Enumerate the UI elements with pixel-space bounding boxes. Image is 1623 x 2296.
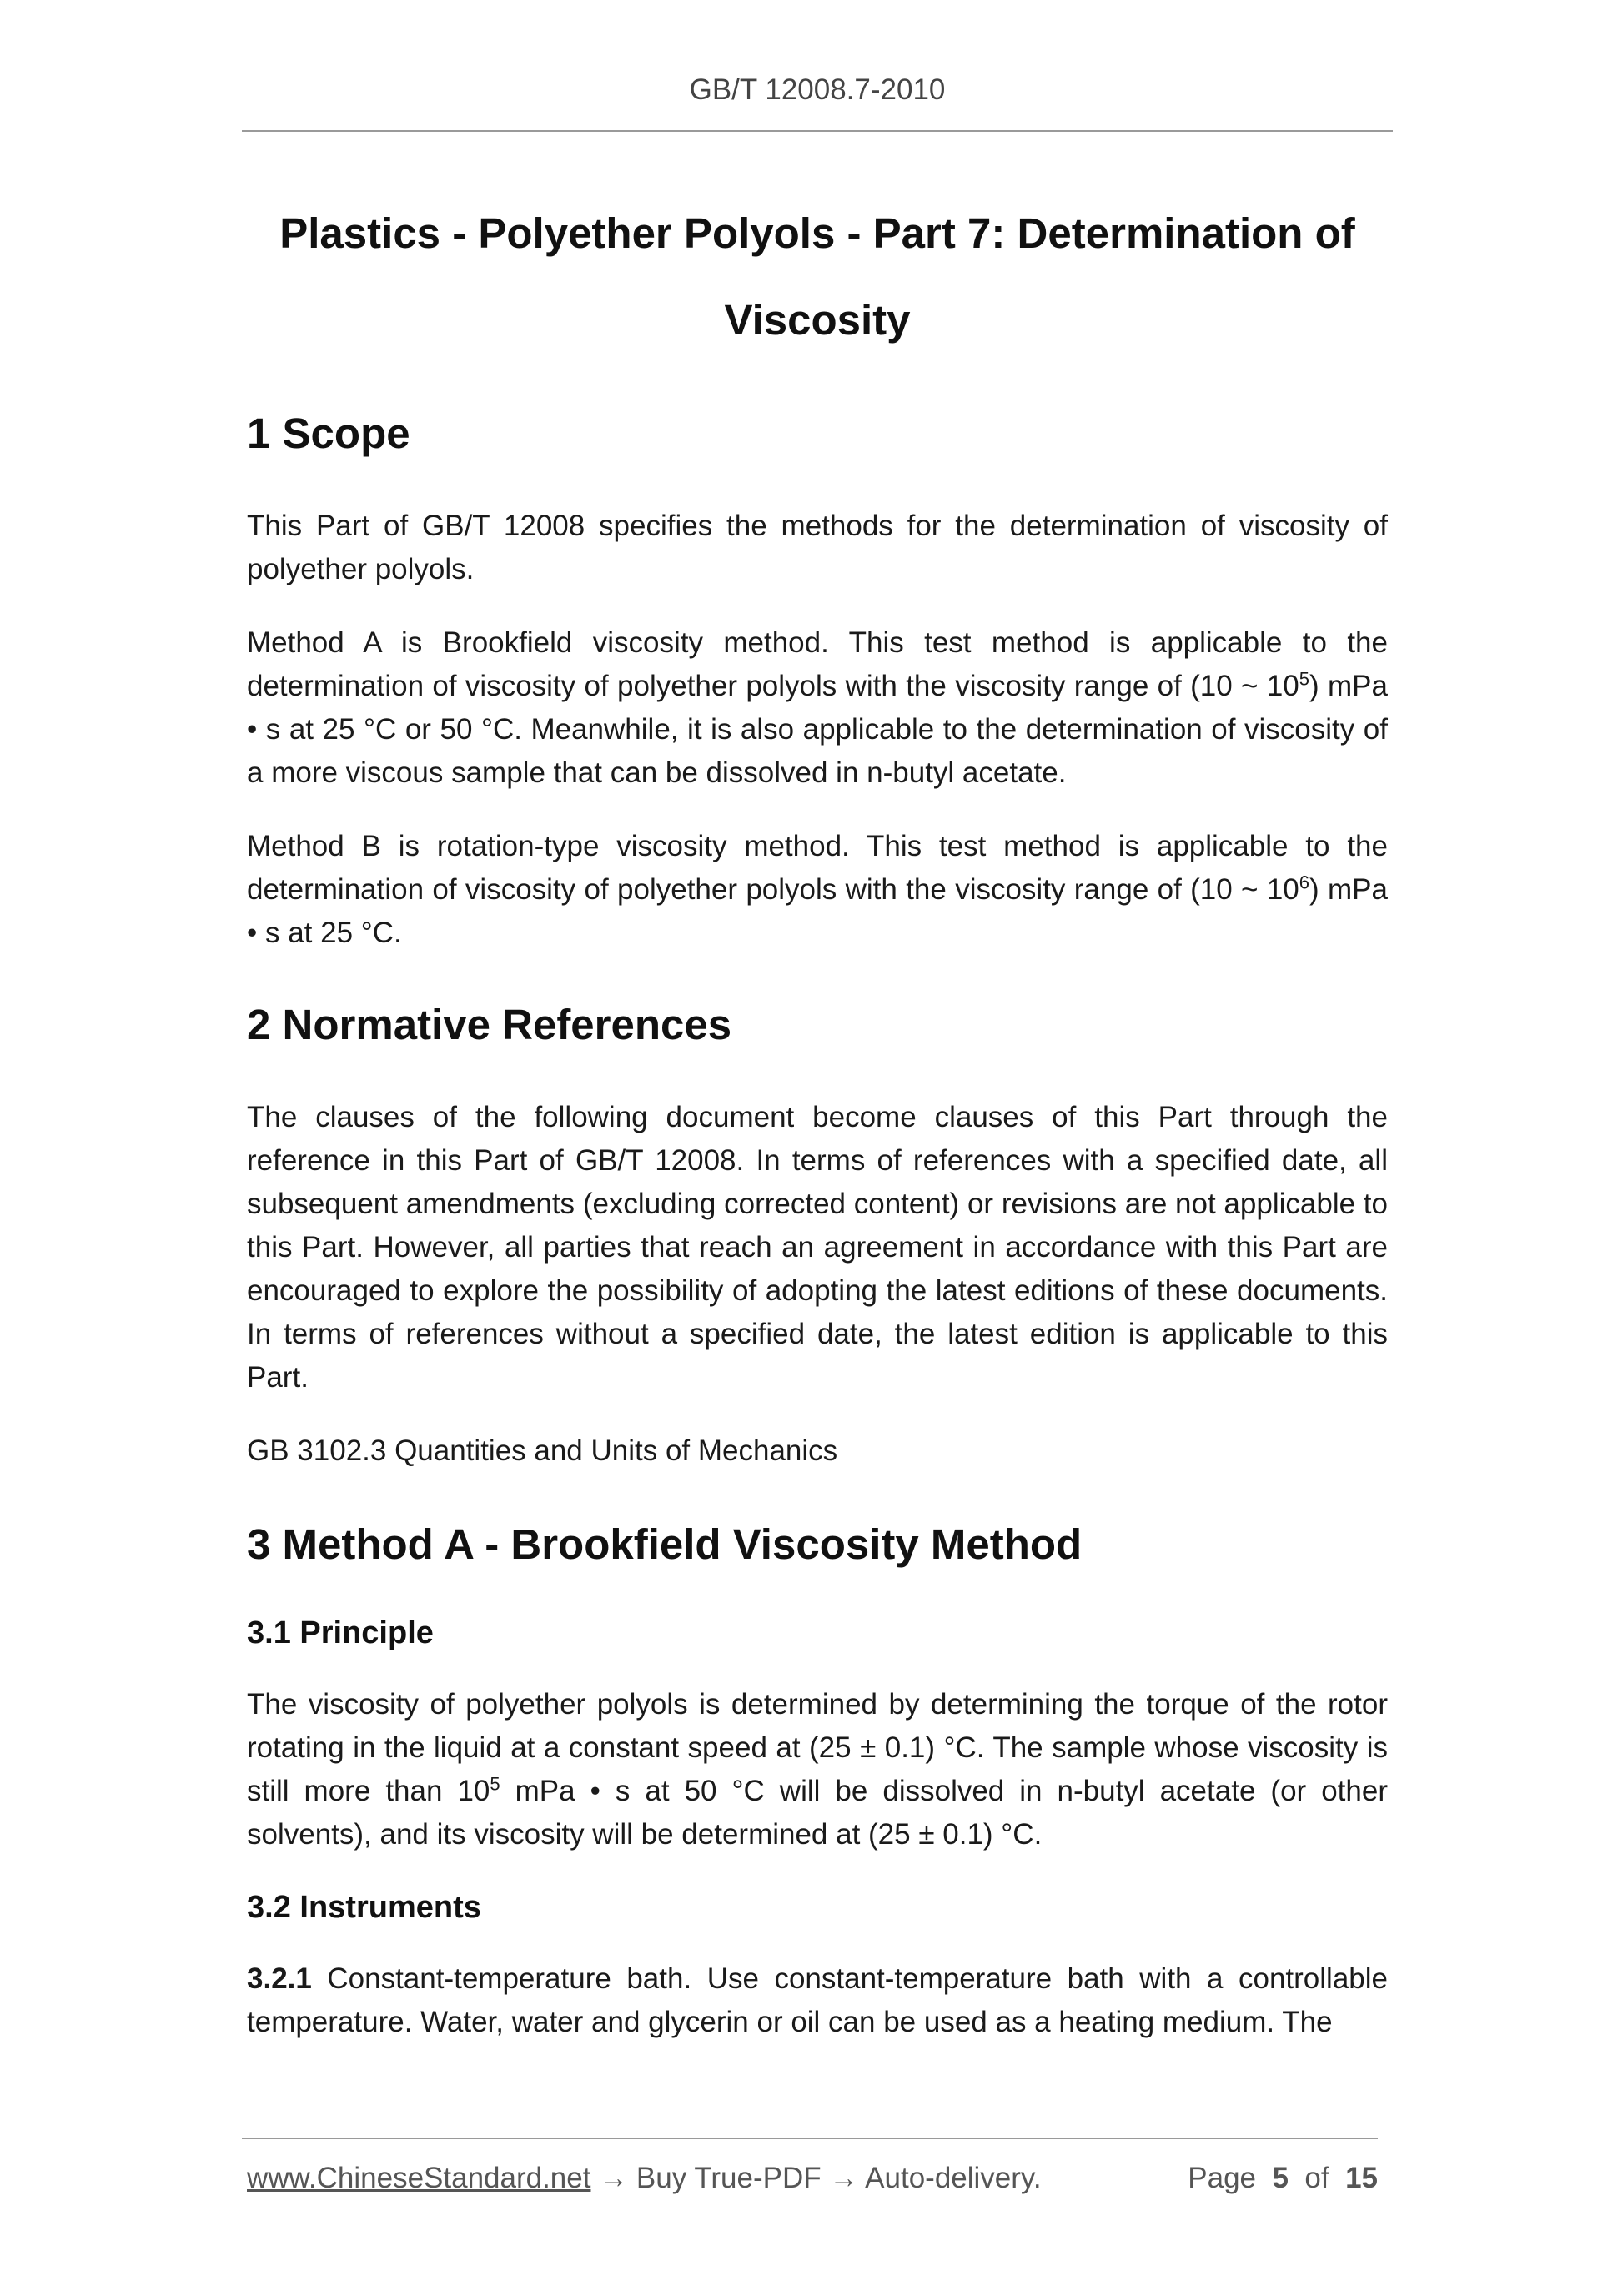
principle-text: The viscosity of polyether polyols is determined by determining the torque of the rotor rotating in the liquid at a constant speed at (25 ± 0.1) °C. The sample whose viscosity is still more than 10 xyxy=(247,1688,1388,1807)
principle-paragraph xyxy=(247,1683,1388,1856)
instrument-item-text: Constant-temperature bath. Use constant-temperature bath with a controllable temperature. Water, water and glycerin or oil can be used as a heating medium. The xyxy=(247,1962,1388,2038)
clause-number: 3.2.1 xyxy=(247,1962,312,1995)
subsection-heading-principle: 3.1 Principle xyxy=(247,1615,434,1650)
normative-paragraph: The clauses of the following document become clauses of this Part through the reference in this Part of GB/T 12008. In terms of references with a specified date, all subsequent amendments (excluding corrected content) or revisions are not applicable to this Part. However, all parties that reach an agreement in accordance with this Part are encouraged to explore the possibility of adopting the latest editions of these documents. In terms of references without a specified date, the latest edition is applicable to this Part. xyxy=(247,1101,1388,1394)
section-heading-normative-references: 2 Normative References xyxy=(247,1001,732,1048)
instrument-item-3-2-1 xyxy=(247,1957,1388,2044)
website-link[interactable]: www.ChineseStandard.net xyxy=(247,2162,591,2194)
scope-method-a-text: Method A is Brookfield viscosity method. This test method is applicable to the determination of viscosity of polyether polyols with the viscosity range of (10 ~ 10 xyxy=(247,626,1388,702)
document-body xyxy=(247,190,1388,2044)
title-line-2: Viscosity xyxy=(724,296,911,344)
document-code-header: GB/T 12008.7-2010 xyxy=(689,73,946,106)
principle-text-cont: mPa • s at 50 °C will be dissolved in n-butyl acetate (or other solvents), and its viscosity will be determined at (25 ± 0.1) °C. xyxy=(247,1775,1388,1851)
scope-method-b-text-cont: ) mPa • s at 25 °C. xyxy=(247,873,1388,949)
normative-reference-item: GB 3102.3 Quantities and Units of Mechanics xyxy=(247,1434,838,1467)
page-word: Page xyxy=(1188,2162,1257,2194)
page-total: 15 xyxy=(1345,2162,1378,2194)
title-line-1: Plastics - Polyether Polyols - Part 7: Determination of xyxy=(279,209,1355,257)
scope-paragraph-1: This Part of GB/T 12008 specifies the methods for the determination of viscosity of polyether polyols. xyxy=(247,510,1388,585)
scope-paragraph-method-b xyxy=(247,825,1388,955)
scope-method-b-text: Method B is rotation-type viscosity method. This test method is applicable to the determination of viscosity of polyether polyols with the viscosity range of (10 ~ 10 xyxy=(247,830,1388,906)
scope-method-a-text-cont: ) mPa • s at 25 °C or 50 °C. Meanwhile, it is also applicable to the determination of viscosity of a more viscous sample that can be dissolved in n-butyl acetate. xyxy=(247,670,1388,789)
footer-promo-text: → Buy True-PDF → Auto-delivery. xyxy=(590,2162,1042,2194)
document-title xyxy=(247,190,1388,364)
superscript: 6 xyxy=(1299,872,1310,893)
section-heading-scope: 1 Scope xyxy=(247,409,410,457)
subsection-heading-instruments: 3.2 Instruments xyxy=(247,1890,481,1925)
superscript: 5 xyxy=(1299,668,1310,690)
superscript: 5 xyxy=(490,1773,500,1795)
of-word: of xyxy=(1304,2162,1329,2194)
page-footer xyxy=(247,2162,1378,2195)
section-heading-method-a: 3 Method A - Brookfield Viscosity Method xyxy=(247,1520,1083,1568)
page-indicator xyxy=(1188,2162,1378,2195)
page-number: 5 xyxy=(1272,2162,1289,2194)
footer-divider xyxy=(242,2138,1378,2139)
scope-paragraph-method-a xyxy=(247,621,1388,795)
header-divider xyxy=(242,130,1393,132)
